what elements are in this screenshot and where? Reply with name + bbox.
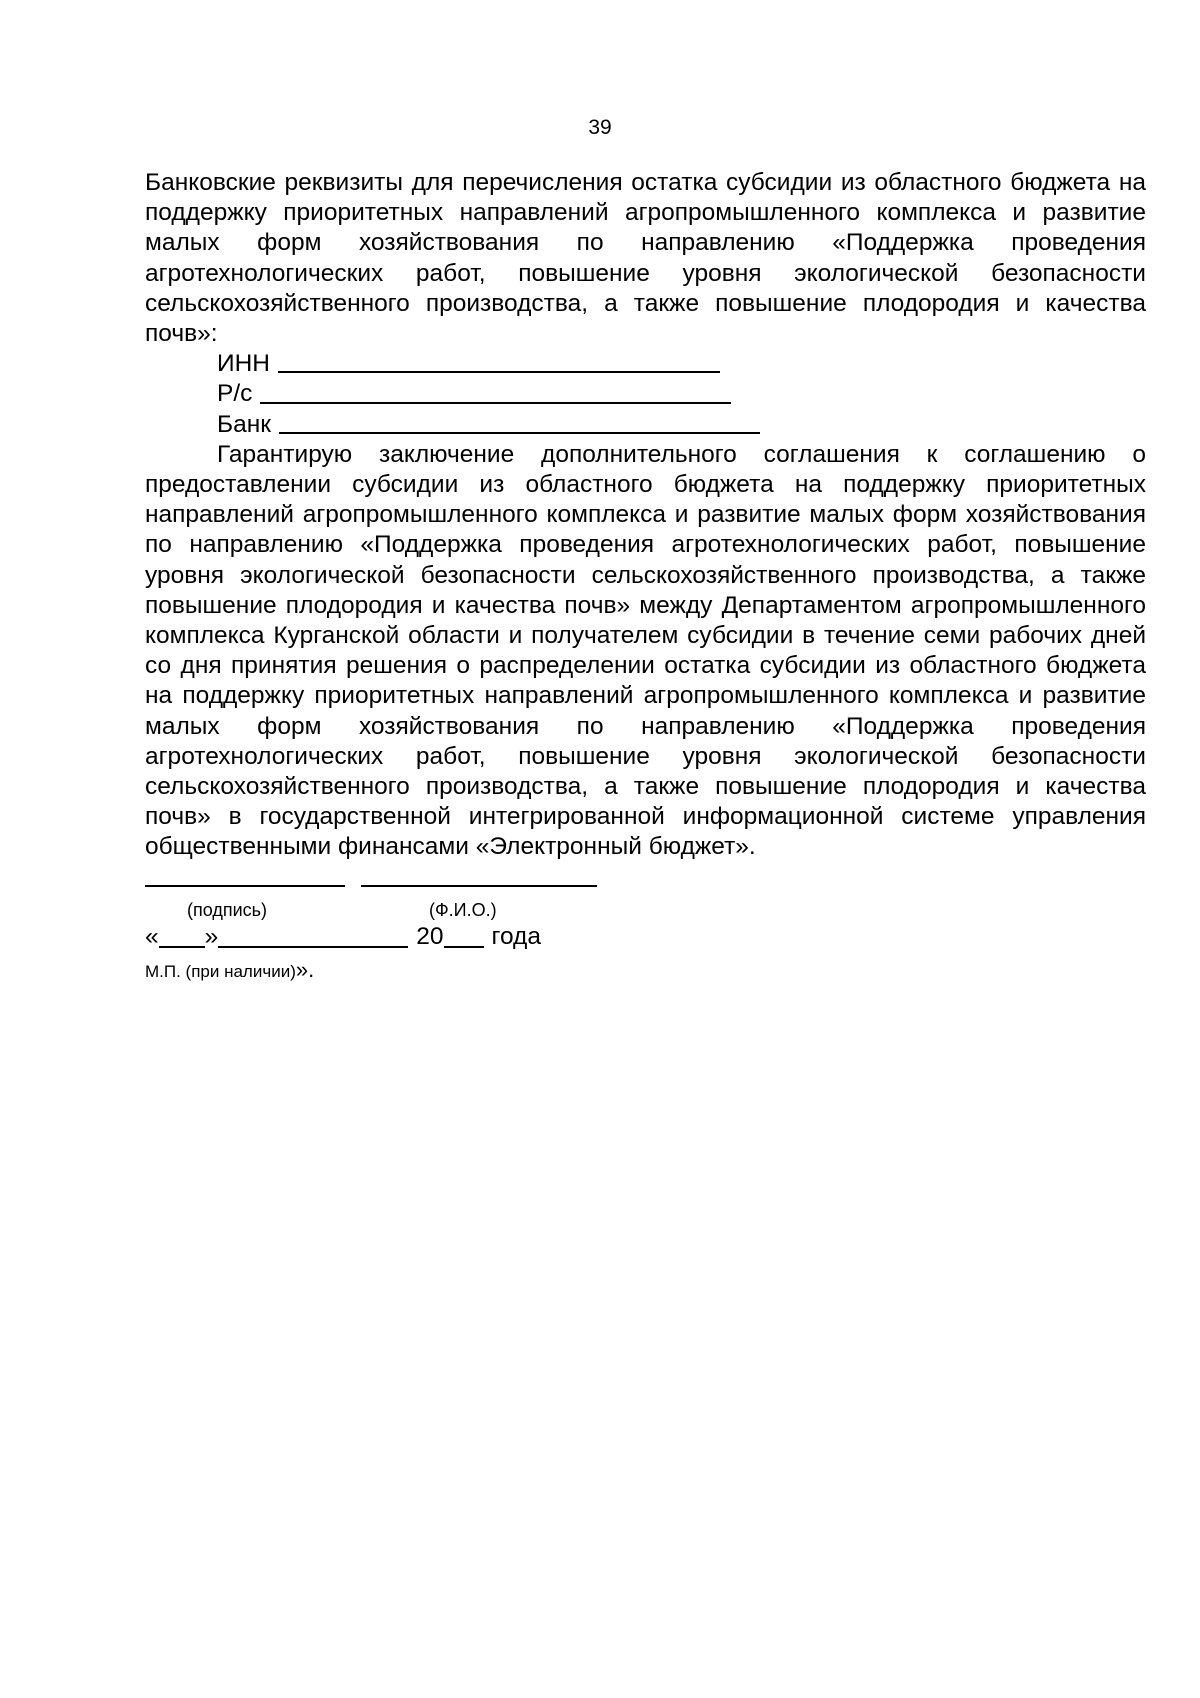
signature-caption: (подпись)	[187, 899, 268, 920]
day-blank-line	[159, 946, 205, 948]
date-open-quote: «	[145, 923, 159, 951]
date-close-quote: »	[204, 923, 219, 951]
stamp-closing-mark: ».	[295, 956, 315, 982]
date-line	[145, 921, 1146, 953]
document-body	[145, 168, 1146, 985]
field-inn	[217, 349, 1146, 379]
field-inn-blank-line	[278, 371, 720, 373]
stamp-note	[145, 957, 1146, 985]
field-inn-label: ИНН	[217, 350, 270, 378]
field-bank-label: Банк	[217, 410, 271, 438]
signature-lines	[145, 871, 1146, 899]
bank-details-intro: Банковские реквизиты для перечисления остатка субсидии из областного бюджета на поддержку приоритетных направлений агропромышленного комплекса и развитие малых форм хозяйствования по направлению «Поддержка проведения агротехнологических работ, повышение уровня экологической безопасности сельскохозяйственного производства, а также повышение плодородия и качества почв»:	[145, 169, 1146, 348]
field-account-blank-line	[260, 402, 731, 404]
field-account	[217, 379, 1146, 409]
signature-blank-line	[145, 885, 345, 887]
field-bank-blank-line	[279, 432, 760, 434]
full-name-caption: (Ф.И.О.)	[429, 899, 497, 920]
guarantee-paragraph: Гарантирую заключение дополнительного соглашения к соглашению о предоставлении субсидии из областного бюджета на поддержку приоритетных направлений агропромышленного комплекса и развитие малых форм хозяйствования по направлению «Поддержка проведения агротехнологических работ, повышение уровня экологической безопасности сельскохозяйственного производства, а также повышение плодородия и качества почв» между Департаментом агропромышленного комплекса Курганской области и получателем субсидии в течение семи рабочих дней со дня принятия решения о распределении остатка субсидии из областного бюджета на поддержку приоритетных направлений агропромышленного комплекса и развитие малых форм хозяйствования по направлению «Поддержка проведения агротехнологических работ, повышение уровня экологической безопасности сельскохозяйственного производства, а также повышение плодородия и качества почв» в государственной интегрированной информационной системе управления общественными финансами «Электронный бюджет».	[145, 440, 1146, 861]
year-prefix: 20	[416, 923, 444, 951]
field-account-label: Р/с	[217, 380, 253, 408]
full-name-blank-line	[361, 885, 597, 887]
field-bank	[217, 410, 1146, 440]
stamp-note-text: М.П. (при наличии)	[145, 961, 296, 981]
year-blank-line	[444, 946, 484, 948]
signature-captions	[145, 899, 1146, 921]
year-suffix: года	[491, 923, 541, 951]
page-number: 39	[588, 116, 612, 139]
month-blank-line	[218, 946, 408, 948]
